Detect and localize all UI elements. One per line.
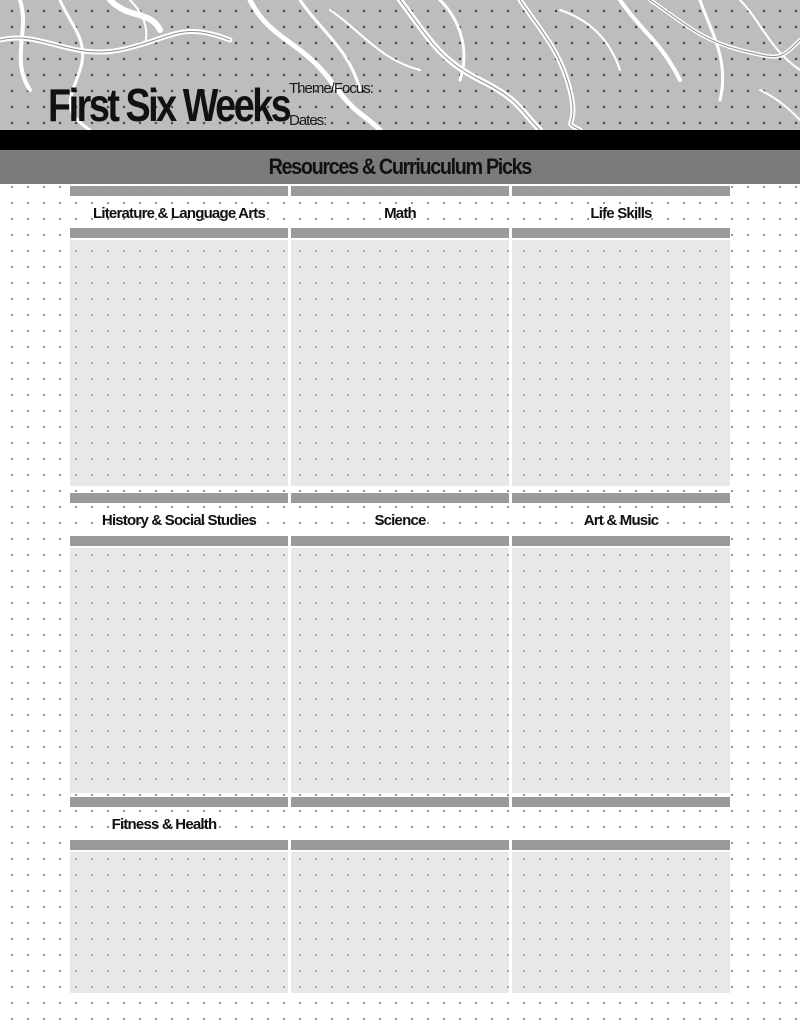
- cell-label: Science: [374, 512, 426, 529]
- notes-area[interactable]: [291, 548, 509, 793]
- dates-label: Dates:: [289, 112, 327, 129]
- planner-cell-blank-1: [291, 797, 509, 993]
- section-band-title: Resources & Curriuculum Picks: [268, 154, 532, 179]
- page-title: First Six Weeks: [48, 79, 290, 130]
- planner-cell-fitness: [70, 797, 288, 993]
- cell-top-bar: [70, 797, 288, 807]
- notes-area[interactable]: [291, 240, 509, 486]
- notes-area[interactable]: [512, 852, 730, 993]
- theme-focus-label: Theme/Focus:: [289, 80, 373, 97]
- cell-label-underline: [291, 840, 509, 850]
- cell-label: Math: [384, 205, 416, 222]
- cell-top-bar: [291, 186, 509, 196]
- planner-cell-art-music: [512, 493, 730, 793]
- planner-cell-science: [291, 493, 509, 793]
- cell-label: Life Skills: [590, 205, 652, 222]
- planner-cell-literature: [70, 186, 288, 486]
- cell-label: History & Social Studies: [101, 512, 257, 529]
- cell-top-bar: [70, 186, 288, 196]
- cell-label-underline: [70, 228, 288, 238]
- planner-cell-life-skills: [512, 186, 730, 486]
- notes-area[interactable]: [512, 548, 730, 793]
- cell-top-bar: [512, 186, 730, 196]
- planner-cell-blank-2: [512, 797, 730, 993]
- notes-area[interactable]: [70, 852, 288, 993]
- planner-cell-math: [291, 186, 509, 486]
- header-divider: [0, 130, 800, 150]
- cell-label-underline: [70, 536, 288, 546]
- cell-label-underline: [70, 840, 288, 850]
- cell-top-bar: [70, 493, 288, 503]
- notes-area[interactable]: [70, 548, 288, 793]
- cell-label-underline: [291, 228, 509, 238]
- cell-label: Literature & Language Arts: [92, 205, 265, 222]
- cell-top-bar: [512, 797, 730, 807]
- planner-cell-history: [70, 493, 288, 793]
- cell-label-underline: [512, 536, 730, 546]
- cell-top-bar: [291, 493, 509, 503]
- cell-label-underline: [512, 228, 730, 238]
- section-band: [0, 150, 800, 184]
- cell-label: Art & Music: [583, 512, 659, 529]
- page-header: [0, 0, 800, 130]
- cell-label: Fitness & Health: [111, 816, 217, 833]
- notes-area[interactable]: [512, 240, 730, 486]
- cell-label-underline: [291, 536, 509, 546]
- cell-top-bar: [512, 493, 730, 503]
- notes-area[interactable]: [70, 240, 288, 486]
- notes-area[interactable]: [291, 852, 509, 993]
- cell-top-bar: [291, 797, 509, 807]
- cell-label-underline: [512, 840, 730, 850]
